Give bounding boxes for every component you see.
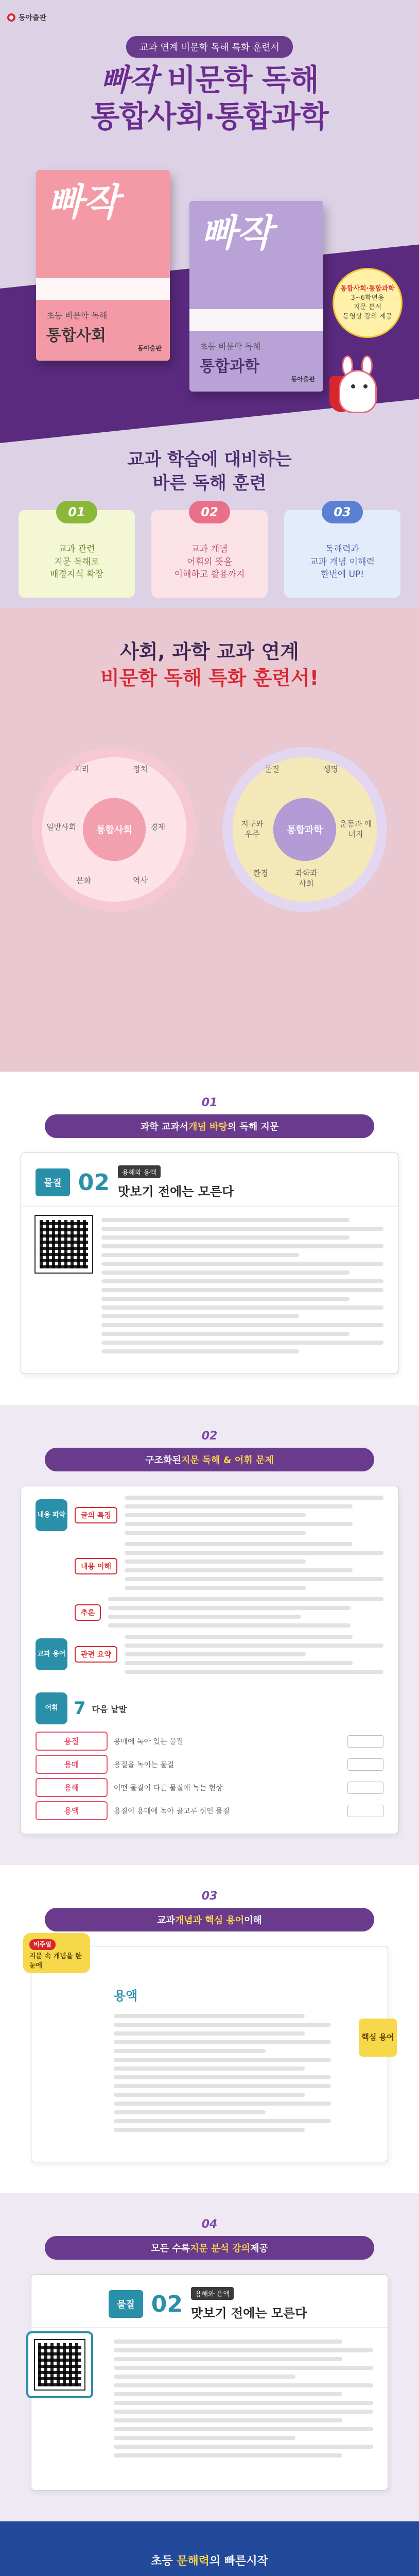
callout-head: 비주얼 [29,1939,56,1950]
wheel-segment: 과학과 사회 [295,869,318,888]
passage-body [21,1207,398,1363]
book-cover-social [36,170,170,361]
qr-code-icon[interactable] [35,2340,84,2389]
mascot-illustration [329,355,386,417]
section-badge: 교과 용어 [36,1638,67,1670]
book-cover-science [189,201,323,392]
feature-number: 01 [201,1096,218,1109]
vocab-answer-box[interactable] [347,1782,383,1794]
cover-subtitle: 초등 비문학 독해 [46,311,108,320]
card-text: 한번에 UP! [320,569,364,580]
question-block [21,1486,398,1683]
feature-02 [0,1405,419,1865]
mascot-body [339,370,377,413]
feature-number: 03 [201,1890,218,1903]
card-text: 교과 개념 이해력 [310,556,375,567]
training-title-line2: 바른 독해 훈련 [152,472,267,494]
passage-title: 맛보기 전에는 모른다 [191,2306,307,2320]
training-card [19,504,135,598]
sample-page [29,1941,394,2162]
feature-bar [45,1114,374,1138]
feature-bar-text: 구조화된 [145,1455,181,1466]
topic-label: 용해와 용액 [191,2287,234,2300]
vocab-meaning: 용매에 녹아 있는 물질 [114,1737,184,1746]
hero-tagline: 교과 연계 비문학 독해 특화 훈련서 [126,36,293,58]
feature-bar-highlight: 개념 바탕 [188,1122,228,1132]
card-text: 어휘의 뜻을 [187,556,232,567]
wheel-core: 통합과학 [287,825,323,836]
series-section [0,2521,419,2576]
feature-01 [0,1072,419,1405]
cover-strip [189,309,323,331]
feature-number: 04 [201,2218,218,2231]
sample-page [21,1153,398,1374]
hero-title-line1: 비문학 독해 [167,62,319,97]
question-lines [125,1542,383,1590]
promo-bubble [333,268,403,338]
lecture-qr-box[interactable] [26,2331,93,2398]
wheel-segment: 지리 [74,765,89,774]
passage-text-lines [114,2012,331,2132]
sample-page [21,1486,398,1834]
feature-bar [45,2236,374,2260]
feature-bar-text: 교과 [157,1915,175,1926]
card-number: 03 [322,501,363,523]
vocab-word: 용액 [36,1801,108,1820]
callout-text: 지문 속 개념을 한눈에 [29,1952,82,1970]
key-term-badge: 핵심 용어 [359,2019,397,2057]
card-number: 02 [189,501,230,523]
publisher-logo[interactable] [7,12,46,23]
training-card [284,504,400,598]
sample-page-header [31,2275,388,2328]
sample-page [31,2274,388,2490]
cover-brand: 빠작 [201,211,273,255]
question-row [36,1635,383,1674]
card-text: 독해력과 [325,544,359,554]
mascot-eye [351,384,355,388]
cover-subtitle: 초등 비문학 독해 [200,342,261,351]
promo-line3: 지문 분석 [353,303,382,311]
linked-title-line1: 사회, 과학 교과 연계 [120,640,299,663]
training-title-line1: 교과 학습에 대비하는 [127,449,292,470]
publisher-name: 동아출판 [19,14,47,22]
wheel-segment: 경제 [150,822,165,832]
feature-bar-text: 의 독해 지문 [227,1122,279,1132]
vocab-word: 용해 [36,1778,108,1797]
feature-bar [45,1448,374,1471]
subject-tag: 물질 [109,2290,143,2318]
lesson-number: 02 [78,1169,110,1196]
mascot-eye [363,384,368,388]
passage-text-lines [114,2337,373,2458]
series-brand [0,2571,419,2576]
subject-tag: 물질 [36,1168,70,1196]
question-row [36,1542,383,1590]
vocab-answer-box[interactable] [347,1805,383,1817]
lesson-number: 02 [151,2291,183,2317]
promo-line4: 동영상 강의 제공 [342,313,393,321]
hero-title-line2: 통합사회·통합과학 [91,98,328,134]
wheel-core: 통합사회 [96,825,132,836]
feature-bar-highlight: 지문 독해 & 어휘 문제 [181,1455,274,1466]
feature-bar [45,1908,374,1931]
feature-bar-text: 모든 수록 [151,2243,190,2254]
publisher-logo-icon [7,13,15,22]
wheel-segment: 문화 [76,876,91,885]
feature-bar-text: 제공 [250,2243,268,2254]
card-text: 배경지식 확장 [50,569,103,580]
topic-label: 용해와 용액 [118,1165,161,1178]
feature-bar-highlight: 개념과 핵심 용어 [174,1915,245,1926]
series-subtitle [0,2552,419,2568]
subject-wheel-social [32,747,197,912]
wheel-segment: 지구와 우주 [241,819,264,839]
vocab-meaning: 어떤 물질이 다른 물질에 녹는 현상 [114,1784,223,1792]
question-row [36,1597,383,1628]
card-text: 지문 독해로 [54,556,99,567]
vocab-answer-box[interactable] [347,1758,383,1771]
feature-bar-highlight: 지문 분석 강의 [190,2243,250,2254]
section-badge: 내용 파악 [36,1499,67,1531]
training-title [0,448,419,496]
training-card [151,504,268,598]
subject-wheel-science [222,747,387,912]
cover-publisher: 동아출판 [291,376,315,383]
qr-code-icon[interactable] [36,1216,92,1273]
wheel-segment: 역사 [133,876,148,885]
wheel-segment: 물질 [265,765,280,774]
cover-brand: 빠작 [47,180,119,224]
vocab-header [36,1692,383,1724]
card-number: 01 [56,501,97,523]
linked-section [0,608,419,1072]
cover-name: 통합과학 [200,358,259,376]
feature-04 [0,2193,419,2521]
series-header [0,2552,419,2576]
passage-area [31,1946,388,2142]
series-sub-highlight: 문해력 [177,2555,210,2568]
passage-text-lines [101,1216,383,1353]
card-text: 교과 관련 [58,544,95,554]
wheel-segment: 생명 [323,765,338,774]
vocab-number: 7 [74,1698,86,1719]
vocab-word: 용질 [36,1732,108,1751]
training-cards [19,504,400,598]
wheel-segment: 일반사회 [46,822,76,832]
vocab-table [21,1683,398,1834]
passage-subject: 용액 [114,1989,138,2003]
question-label: 글의 특징 [75,1507,117,1523]
card-text: 교과 개념 [191,544,228,554]
series-sub-text: 의 빠른시작 [210,2555,268,2568]
question-lines [125,1496,383,1535]
linked-title [0,639,419,692]
question-label: 추론 [75,1604,101,1621]
question-row [36,1496,383,1535]
section-badge: 어휘 [36,1692,67,1724]
vocab-meaning: 용질을 녹이는 물질 [114,1760,174,1769]
visual-callout [23,1933,90,1973]
cover-name: 통합사회 [46,327,106,345]
wheel-segment: 환경 [253,869,268,878]
vocab-instruction: 다음 낱말 [92,1704,127,1714]
vocab-meaning: 용질이 용매에 녹아 골고루 섞인 물질 [114,1807,230,1816]
sample-page-header [21,1153,398,1207]
feature-bar-text: 이해 [244,1915,262,1926]
question-lines [125,1635,383,1674]
question-lines [108,1597,383,1628]
promo-head: 통합사회·통합과학 [340,284,395,293]
vocab-word: 용매 [36,1755,108,1774]
feature-bar-text: 과학 교과서 [140,1122,188,1132]
series-sub-text: 초등 [151,2555,177,2568]
wheel-segment: 운동과 에너지 [339,819,372,839]
hero-title [0,62,419,135]
promo-line2: 3~6학년용 [351,294,385,302]
linked-title-line2: 비문학 독해 특화 훈련서! [100,667,319,690]
wheel-segment: 정치 [133,765,148,774]
feature-03 [0,1865,419,2193]
hero-brand: 빠작 [100,62,158,97]
feature-number: 02 [201,1430,218,1443]
vocab-answer-box[interactable] [347,1735,383,1748]
question-label: 내용 이해 [75,1558,117,1574]
cover-publisher: 동아출판 [137,345,162,352]
passage-title: 맛보기 전에는 모른다 [118,1184,234,1199]
hero-section [0,0,419,608]
question-label: 관련 요약 [75,1646,117,1663]
cover-strip [36,278,170,300]
card-text: 이해하고 활용까지 [174,569,245,580]
